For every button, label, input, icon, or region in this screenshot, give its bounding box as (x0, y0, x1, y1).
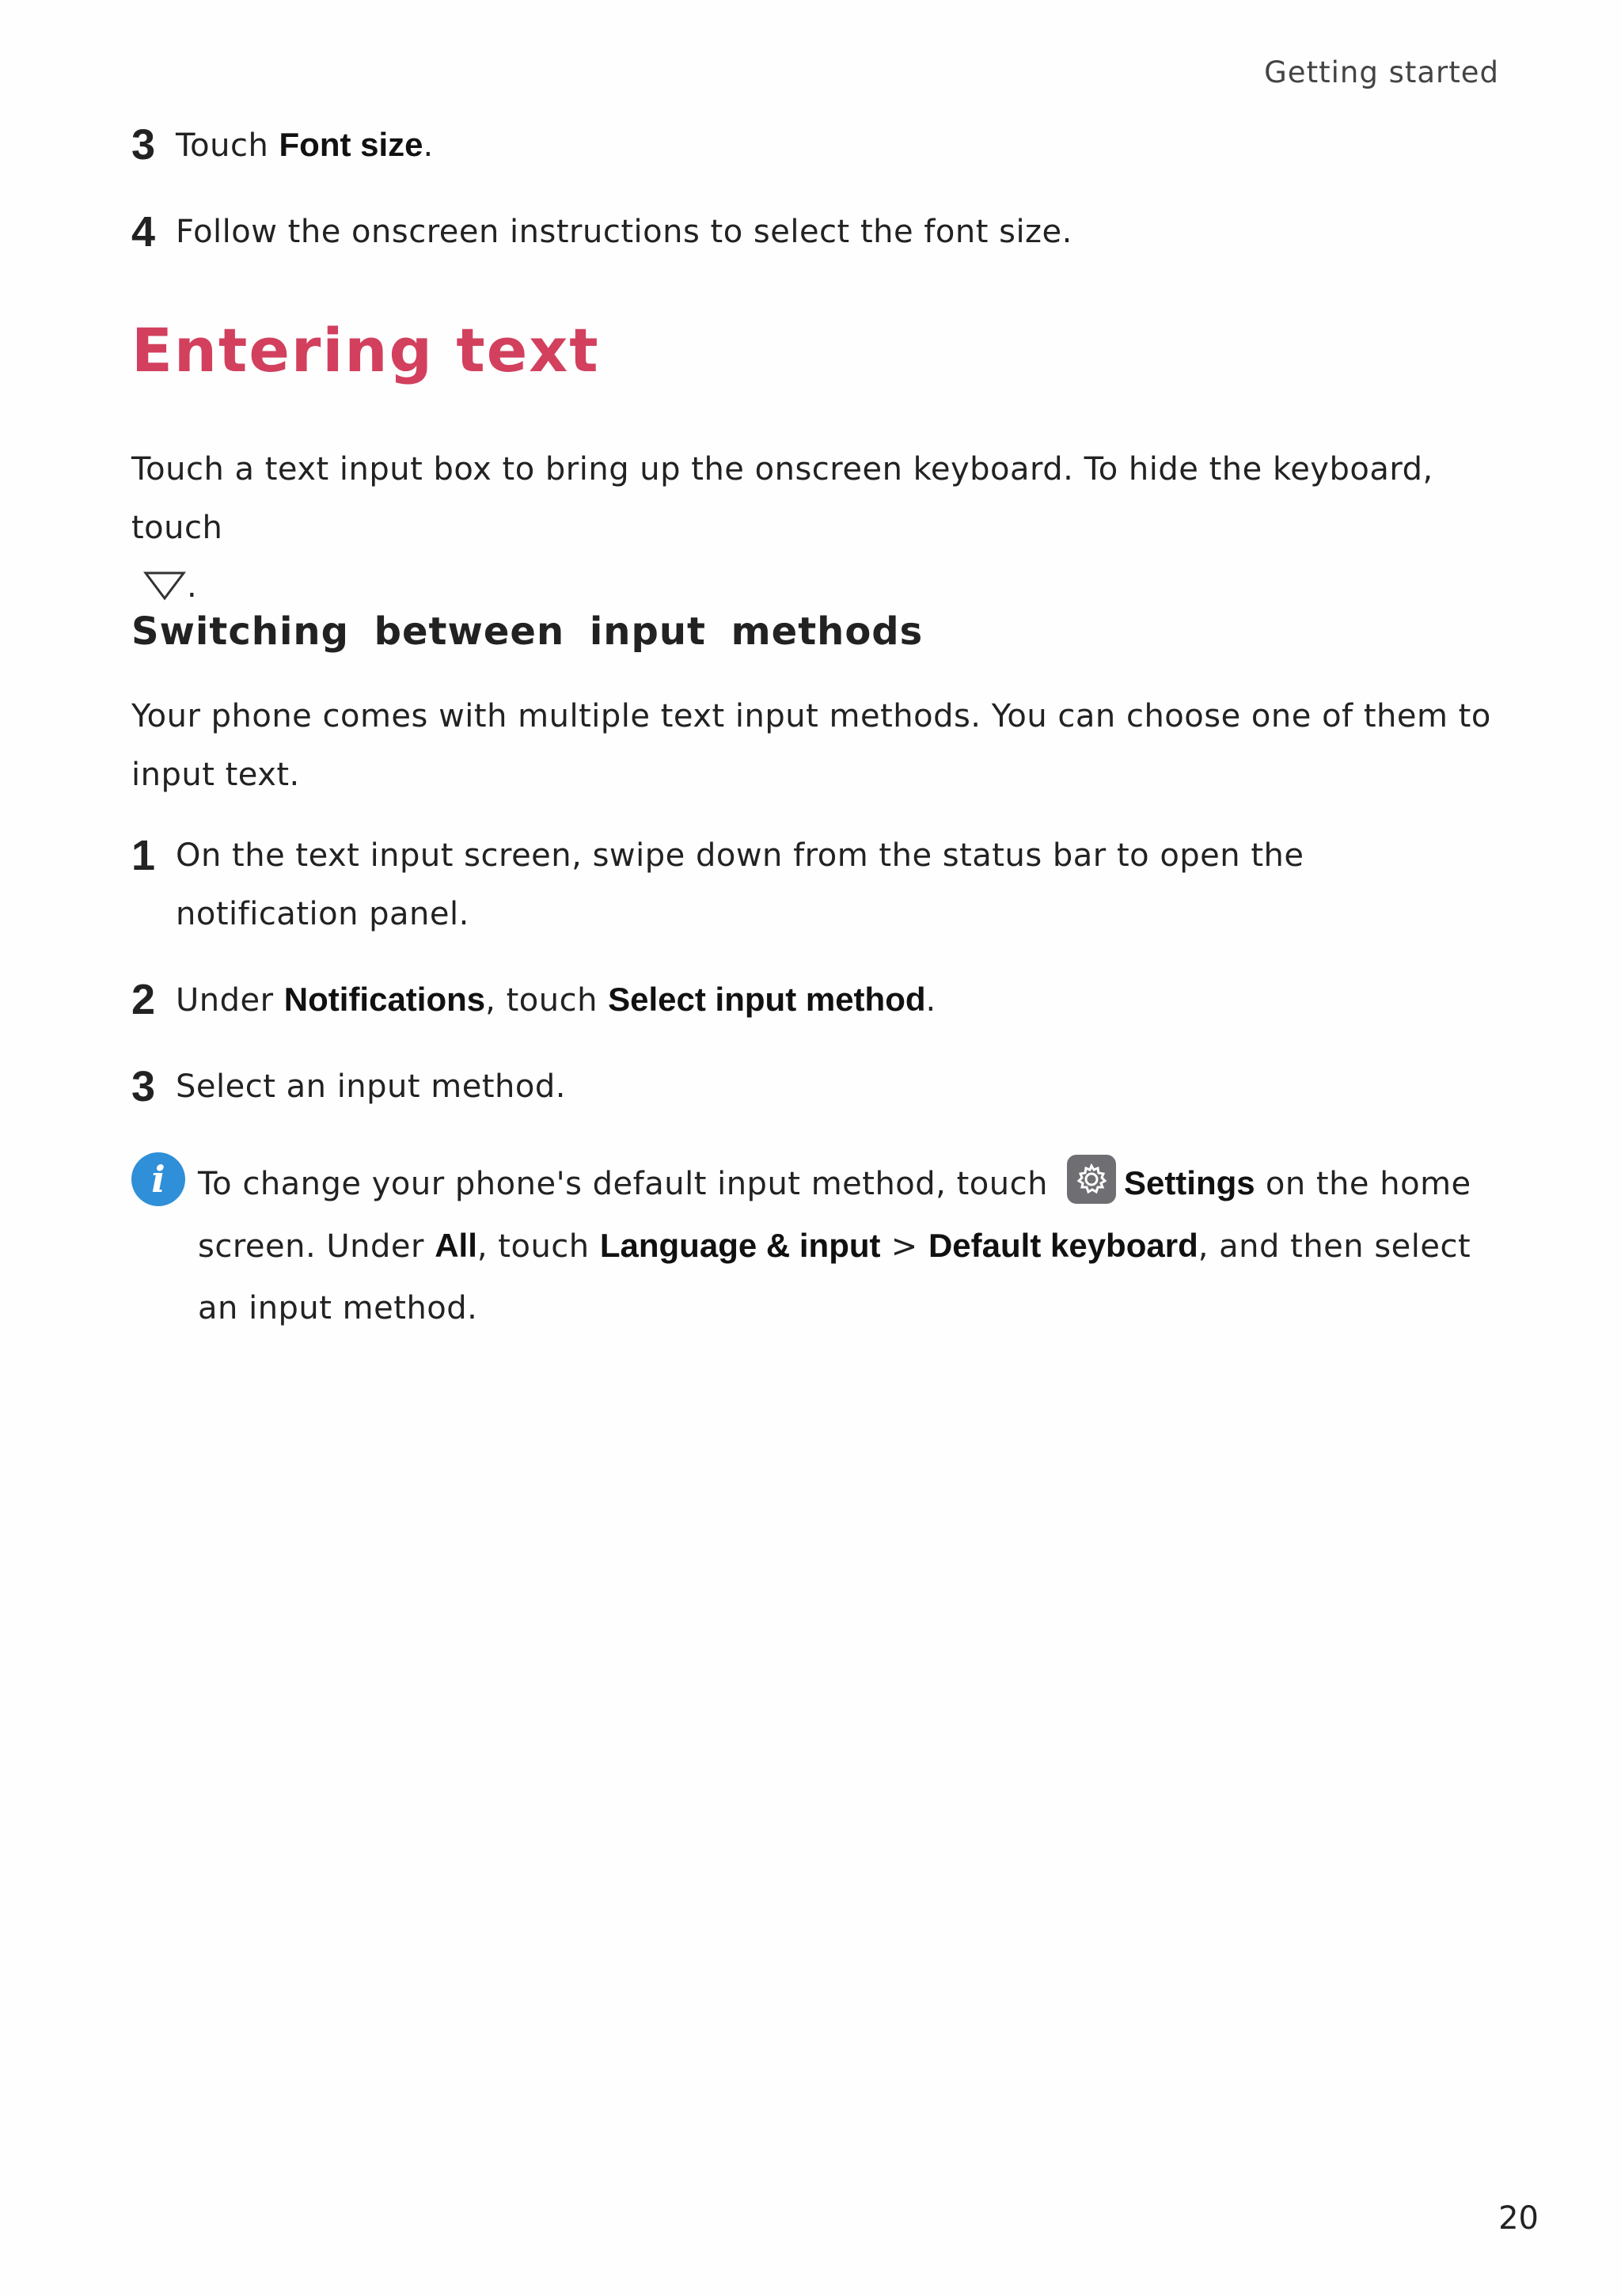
step-text: On the text input screen, swipe down from the status bar to open the notification panel. (176, 837, 1304, 932)
step-3-select-method (131, 1057, 1493, 1116)
settings-gear-icon (1067, 1155, 1116, 1204)
step-number: 3 (131, 1063, 156, 1110)
step-3-font-size (131, 116, 1493, 175)
step-4-follow-instructions (131, 203, 1493, 261)
step-2-select-input-method (131, 970, 1493, 1030)
step-text: Under Notifications, touch Select input method. (176, 981, 936, 1019)
sub-intro-paragraph: Your phone comes with multiple text input methods. You can choose one of them to input text. (131, 698, 1491, 793)
step-number: 1 (131, 832, 156, 879)
running-header: Getting started (1264, 55, 1499, 89)
info-note (131, 1152, 1493, 1339)
intro-paragraph: Touch a text input box to bring up the onscreen keyboard. To hide the keyboard, touch . (131, 451, 1433, 605)
step-number: 2 (131, 976, 156, 1023)
note-text: To change your phone's default input method, touch Settings on the home screen. Under All, touch Language & input > Default keyboard, and then select an input method. (198, 1152, 1493, 1339)
step-text: Follow the onscreen instructions to select the font size. (176, 214, 1072, 250)
step-number: 3 (131, 121, 156, 169)
page-number: 20 (1498, 2200, 1539, 2237)
info-icon: i (131, 1152, 185, 1206)
step-text: Touch Font size. (176, 126, 434, 164)
section-title: Entering text (131, 315, 600, 385)
subsection-title: Switching between input methods (131, 609, 924, 654)
step-number: 4 (131, 208, 156, 256)
step-1-swipe-down (131, 826, 1493, 943)
step-text: Select an input method. (176, 1068, 566, 1105)
triangle-down-icon (142, 562, 187, 594)
